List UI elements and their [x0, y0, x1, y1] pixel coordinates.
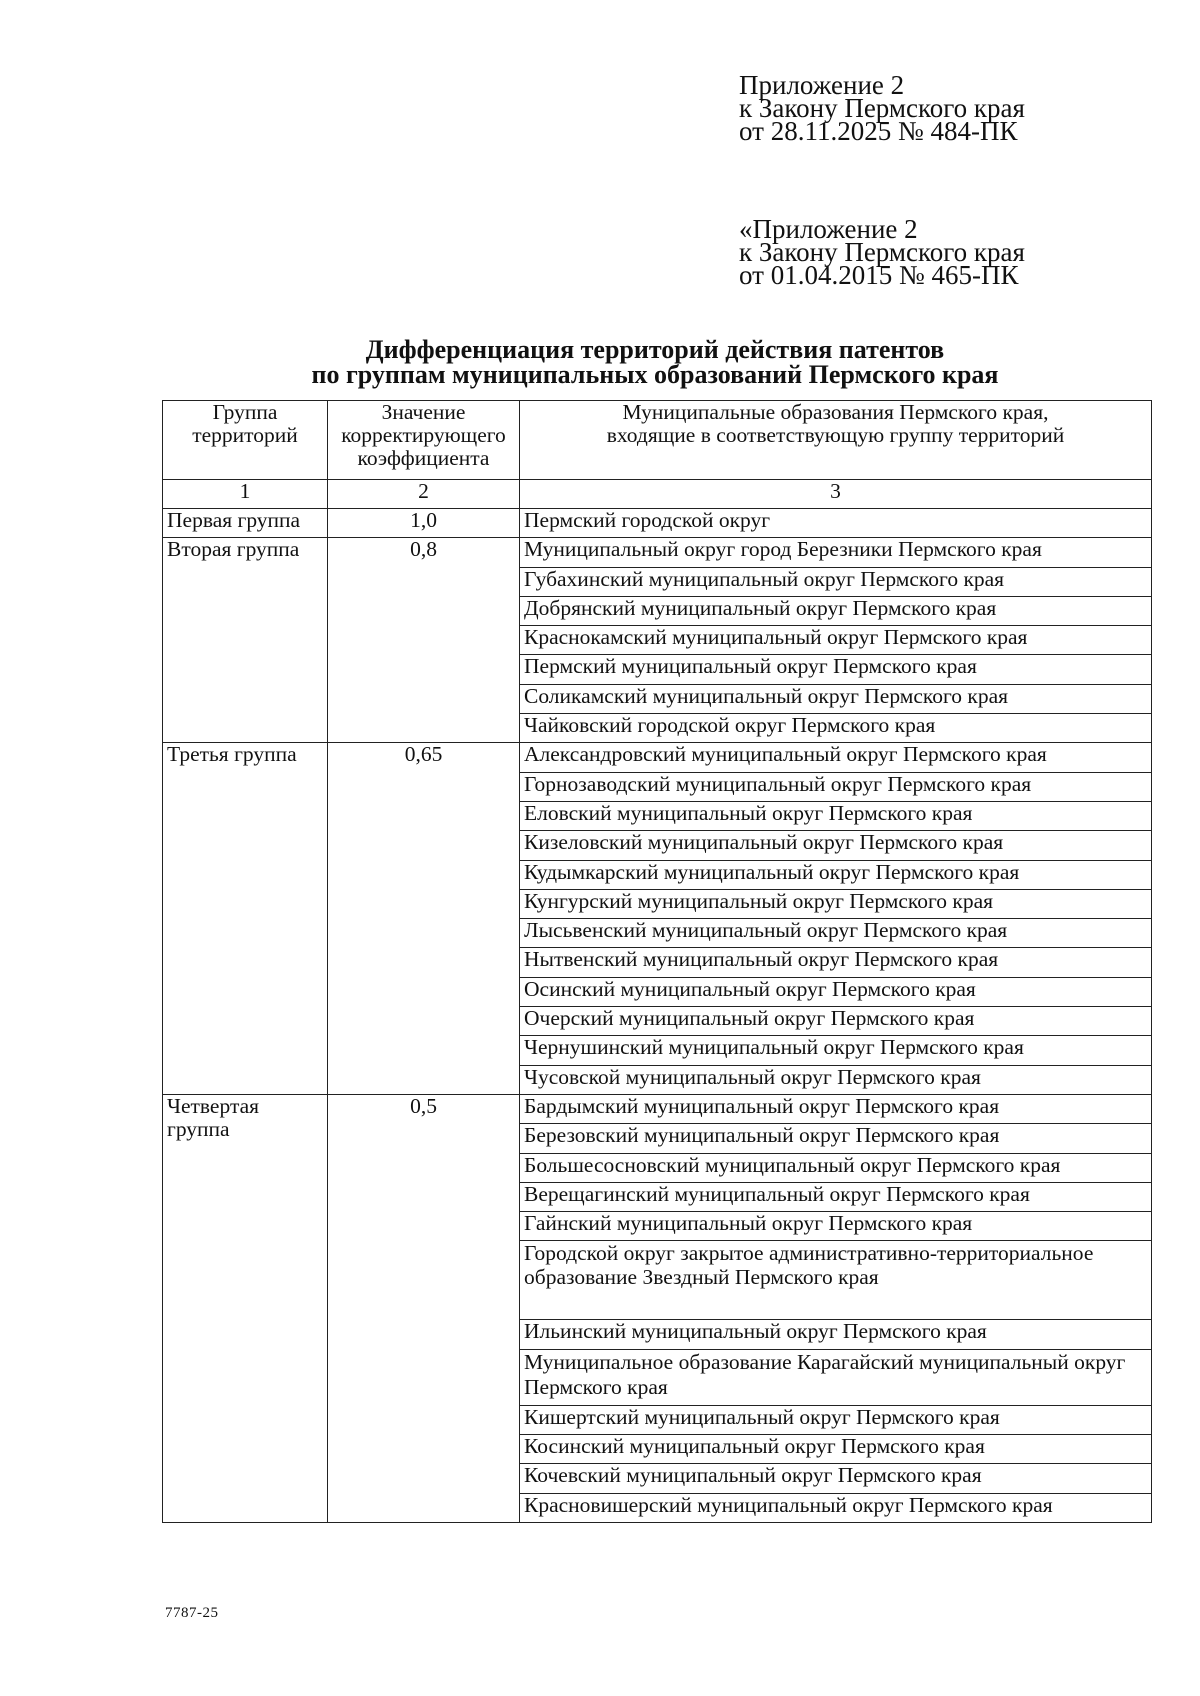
municipality-cell: Чусовской муниципальный округ Пермского края	[520, 1065, 1152, 1094]
municipality-cell: Кишертский муниципальный округ Пермского края	[520, 1405, 1152, 1434]
attachment-note-amended	[739, 214, 1025, 290]
group-name-cell: Третья группа	[163, 743, 328, 1095]
municipality-cell: Еловский муниципальный округ Пермского края	[520, 801, 1152, 830]
group-name-cell: Четвертая группа	[163, 1094, 328, 1522]
coefficient-cell: 0,5	[328, 1094, 520, 1522]
municipality-cell: Очерский муниципальный округ Пермского края	[520, 1007, 1152, 1036]
municipality-cell: Чайковский городской округ Пермского края	[520, 714, 1152, 743]
attachment-note-current	[739, 70, 1025, 146]
title-line2: по группам муниципальных образований Пермского края	[311, 360, 999, 389]
attachment-current-line3: от 28.11.2025 № 484-ПК	[739, 116, 1018, 146]
document-title	[0, 337, 1200, 387]
header-group: Группа территорий	[163, 401, 328, 480]
column-number-3: 3	[520, 480, 1152, 509]
attachment-current-line2: к Закону Пермского края	[739, 93, 1025, 123]
municipality-cell: Губахинский муниципальный округ Пермского края	[520, 567, 1152, 596]
table-header-row	[163, 401, 1152, 480]
coefficient-cell: 0,65	[328, 743, 520, 1095]
municipality-cell: Пермский муниципальный округ Пермского края	[520, 655, 1152, 684]
column-number-row	[163, 480, 1152, 509]
table-row	[163, 1094, 1152, 1123]
municipality-cell: Нытвенский муниципальный округ Пермского края	[520, 948, 1152, 977]
municipality-cell: Кунгурский муниципальный округ Пермского края	[520, 889, 1152, 918]
municipality-cell: Березовский муниципальный округ Пермского края	[520, 1124, 1152, 1153]
municipality-cell: Горнозаводский муниципальный округ Пермского края	[520, 772, 1152, 801]
municipality-cell: Муниципальное образование Карагайский муниципальный округ Пермского края	[520, 1349, 1152, 1405]
header-municipalities: Муниципальные образования Пермского края, входящие в соответствующую группу территорий	[520, 401, 1152, 480]
municipality-cell: Осинский муниципальный округ Пермского края	[520, 977, 1152, 1006]
municipality-cell: Соликамский муниципальный округ Пермского края	[520, 684, 1152, 713]
municipality-cell: Ильинский муниципальный округ Пермского края	[520, 1320, 1152, 1349]
municipality-cell: Бардымский муниципальный округ Пермского края	[520, 1094, 1152, 1123]
attachment-amended-line1: «Приложение 2	[739, 214, 918, 244]
territory-groups-table	[162, 400, 1152, 1523]
attachment-amended-line2: к Закону Пермского края	[739, 237, 1025, 267]
municipality-cell: Косинский муниципальный округ Пермского края	[520, 1435, 1152, 1464]
municipality-cell: Пермский городской округ	[520, 509, 1152, 538]
municipality-cell: Краснокамский муниципальный округ Пермского края	[520, 626, 1152, 655]
column-number-2: 2	[328, 480, 520, 509]
title-line1: Дифференциация территорий действия патентов	[365, 335, 945, 364]
municipality-cell: Александровский муниципальный округ Пермского края	[520, 743, 1152, 772]
municipality-cell: Кизеловский муниципальный округ Пермского края	[520, 831, 1152, 860]
municipality-cell: Городской округ закрытое административно-территориальное образование Звездный Пермского края	[520, 1241, 1152, 1320]
table-row	[163, 743, 1152, 772]
table-row	[163, 538, 1152, 567]
municipality-cell: Красновишерский муниципальный округ Пермского края	[520, 1493, 1152, 1522]
attachment-amended-line3: от 01.04.2015 № 465-ПК	[739, 260, 1019, 290]
table-row	[163, 509, 1152, 538]
group-name-cell: Первая группа	[163, 509, 328, 538]
municipality-cell: Муниципальный округ город Березники Пермского края	[520, 538, 1152, 567]
document-code: 7787-25	[165, 1605, 219, 1621]
header-coefficient: Значение корректирующего коэффициента	[328, 401, 520, 480]
municipality-cell: Лысьвенский муниципальный округ Пермского края	[520, 919, 1152, 948]
municipality-cell: Гайнский муниципальный округ Пермского края	[520, 1212, 1152, 1241]
municipality-cell: Добрянский муниципальный округ Пермского края	[520, 596, 1152, 625]
municipality-cell: Чернушинский муниципальный округ Пермского края	[520, 1036, 1152, 1065]
municipality-cell: Большесосновский муниципальный округ Пермского края	[520, 1153, 1152, 1182]
municipality-cell: Кочевский муниципальный округ Пермского края	[520, 1464, 1152, 1493]
coefficient-cell: 0,8	[328, 538, 520, 743]
municipality-cell: Кудымкарский муниципальный округ Пермского края	[520, 860, 1152, 889]
group-name-cell: Вторая группа	[163, 538, 328, 743]
municipality-cell: Верещагинский муниципальный округ Пермского края	[520, 1182, 1152, 1211]
attachment-current-line1: Приложение 2	[739, 70, 905, 100]
column-number-1: 1	[163, 480, 328, 509]
coefficient-cell: 1,0	[328, 509, 520, 538]
